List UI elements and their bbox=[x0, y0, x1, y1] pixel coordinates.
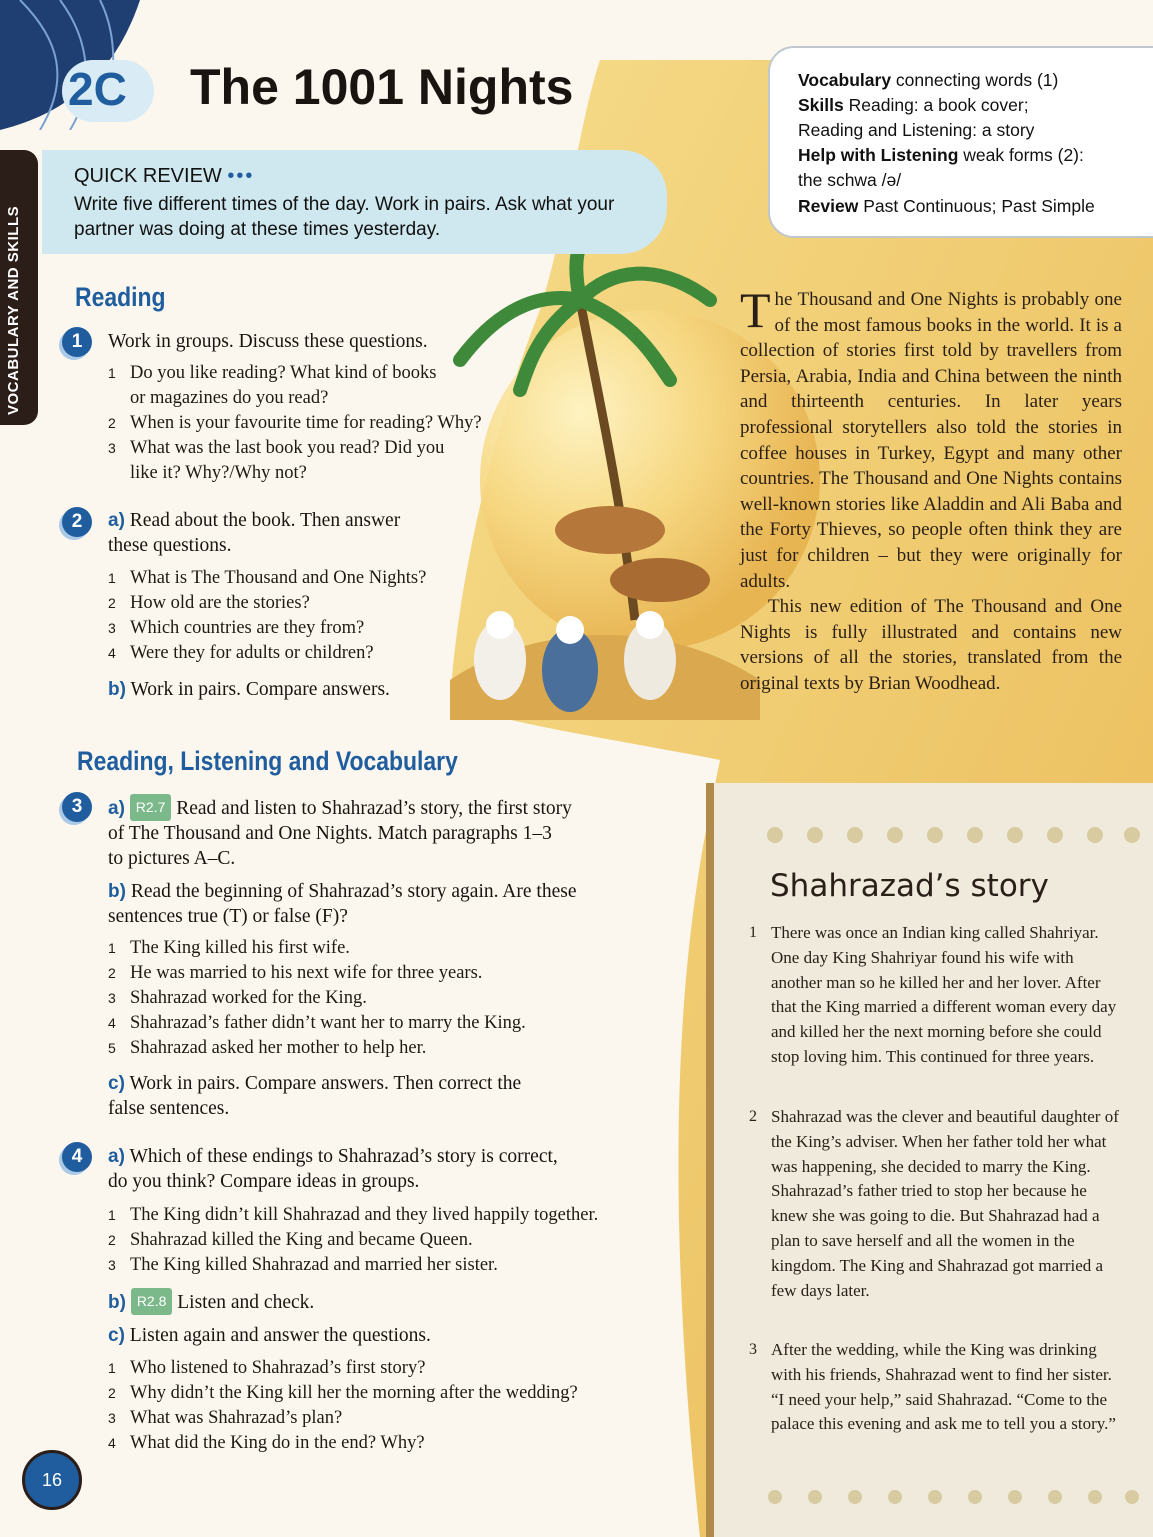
list-item: 1 Who listened to Shahrazad’s first story? bbox=[108, 1358, 426, 1378]
list-item: 3 Which countries are they from? bbox=[108, 618, 365, 638]
list-item: 1 The King didn’t kill Shahrazad and they lived happily together. bbox=[108, 1205, 599, 1225]
side-tab-label: VOCABULARY AND SKILLS bbox=[5, 205, 22, 415]
exercise-2-number: 2 bbox=[62, 507, 92, 537]
info-help: Help with Listening weak forms (2): bbox=[798, 145, 1084, 165]
list-item: 1 The King killed his first wife. bbox=[108, 938, 350, 958]
list-item: 4 Shahrazad’s father didn’t want her to marry the King. bbox=[108, 1013, 526, 1033]
list-item: 4 What did the King do in the end? Why? bbox=[108, 1433, 425, 1453]
info-review: Review Past Continuous; Past Simple bbox=[798, 196, 1095, 216]
quick-review-title: QUICK REVIEW bbox=[74, 165, 222, 187]
list-item: 2 How old are the stories? bbox=[108, 593, 310, 613]
story-paragraph-3: 3 After the wedding, while the King was drinking with his friends, Shahrazad went to find her sister. “I need your help,” said Shahrazad. “Come to the palace this evening and ask me to tell you a story.” bbox=[749, 1340, 1116, 1434]
list-item: 2 When is your favourite time for reading? Why? bbox=[108, 413, 482, 433]
exercise-4b: b) R2.8 Listen and check. bbox=[108, 1288, 314, 1315]
exercise-2b: b) Work in pairs. Compare answers. bbox=[108, 679, 390, 700]
list-item: 3 Shahrazad worked for the King. bbox=[108, 988, 367, 1008]
difficulty-dots: ••• bbox=[227, 165, 255, 187]
exercise-1-list bbox=[108, 361, 482, 486]
list-item: 1 What is The Thousand and One Nights? bbox=[108, 568, 427, 588]
exercise-3c: c) Work in pairs. Compare answers. Then correct the false sentences. bbox=[108, 1073, 522, 1119]
exercise-3a: a) R2.7 Read and listen to Shahrazad’s story, the first story of The Thousand and One Nights. Match paragraphs 1–3 to pictures A–C. bbox=[108, 794, 572, 871]
story-paragraph-1: 1 There was once an Indian king called Shahriyar. One day King Shahriyar found his wife with another man so he killed her and her lover. After that the King married a different woman every day and killed her the next morning before she could stop loving him. This continued for three years. bbox=[749, 923, 1117, 1066]
passage-paragraph-1: The Thousand and One Nights is probably one of the most famous books in the world. It is a collection of stories first told by travellers from Persia, Arabia, India and China between the ninth and thirteenth centuries. In later years professional storytellers also told the stories in coffee houses in Turkey, Egypt and many other countries. The Thousand and One Nights contains well-known stories like Aladdin and Ali Baba and the Forty Thieves, so people often think they are just for children – but they were originally for adults. bbox=[740, 282, 1122, 592]
rlv-heading: Reading, Listening and Vocabulary bbox=[77, 746, 458, 776]
quick-review-heading bbox=[74, 165, 254, 188]
list-item: 2 Shahrazad killed the King and became Queen. bbox=[108, 1230, 473, 1250]
list-item: 2 Why didn’t the King kill her the morning after the wedding? bbox=[108, 1383, 578, 1403]
lesson-info-box bbox=[768, 46, 1153, 238]
list-item: like it? Why?/Why not? bbox=[130, 463, 307, 483]
exercise-1-number: 1 bbox=[62, 327, 92, 357]
exercise-4a: a) Which of these endings to Shahrazad’s story is correct, do you think? Compare ideas in groups. bbox=[108, 1146, 558, 1192]
exercise-4c-list bbox=[108, 1356, 578, 1456]
list-item: 4 Were they for adults or children? bbox=[108, 643, 374, 663]
list-item: 3 What was Shahrazad’s plan? bbox=[108, 1408, 343, 1428]
info-vocabulary: Vocabulary connecting words (1) bbox=[798, 70, 1059, 90]
story-paragraph-2: 2 Shahrazad was the clever and beautiful daughter of the King’s adviser. When her father told her what was happening, she decided to marry the King. Shahrazad’s father tried to stop her because he knew she was going to die. But Shahrazad had a plan to save herself and all the women in the kingdom. The King and Shahrazad got married a few days later. bbox=[749, 1107, 1119, 1300]
exercise-3-number: 3 bbox=[62, 792, 92, 822]
drop-cap: T bbox=[740, 282, 771, 338]
quick-review-text: Write five different times of the day. Work in pairs. Ask what your partner was doing at these times yesterday. bbox=[74, 194, 615, 240]
audio-track-tag: R2.8 bbox=[131, 1288, 173, 1315]
list-item: 5 Shahrazad asked her mother to help her. bbox=[108, 1038, 427, 1058]
list-item: 1 Do you like reading? What kind of books bbox=[108, 363, 437, 383]
exercise-2-list bbox=[108, 566, 426, 666]
list-item: or magazines do you read? bbox=[130, 388, 329, 408]
unit-code: 2C bbox=[68, 63, 127, 115]
page-number: 16 bbox=[22, 1450, 82, 1510]
info-skills-2: Reading and Listening: a story bbox=[798, 120, 1035, 140]
ornament-border-bottom bbox=[760, 1484, 1140, 1510]
list-item: 2 He was married to his next wife for three years. bbox=[108, 963, 483, 983]
exercise-3-list bbox=[108, 936, 526, 1061]
passage-paragraph-2: This new edition of The Thousand and One Nights is fully illustrated and contains new versions of all the stories, translated from the original texts by Brian Woodhead. bbox=[740, 596, 1122, 694]
exercise-4-number: 4 bbox=[62, 1142, 92, 1172]
side-tab bbox=[0, 150, 38, 425]
ornament-border-top bbox=[760, 822, 1140, 848]
list-item: 3 What was the last book you read? Did you bbox=[108, 438, 445, 458]
audio-track-tag: R2.7 bbox=[130, 794, 172, 821]
exercise-3b: b) Read the beginning of Shahrazad’s story again. Are these sentences true (T) or false (F)? bbox=[108, 881, 577, 927]
list-item: 3 The King killed Shahrazad and married her sister. bbox=[108, 1255, 498, 1275]
reading-heading: Reading bbox=[75, 282, 166, 312]
exercise-1-instruction: Work in groups. Discuss these questions. bbox=[108, 331, 428, 352]
exercise-4c: c) Listen again and answer the questions. bbox=[108, 1325, 431, 1346]
info-skills: Skills Reading: a book cover; bbox=[798, 95, 1029, 115]
book-cover-text bbox=[740, 282, 1122, 697]
info-help-2: the schwa /ə/ bbox=[798, 170, 902, 190]
story-title: Shahrazad’s story bbox=[770, 868, 1049, 904]
page-title: The 1001 Nights bbox=[190, 59, 574, 115]
exercise-4-list bbox=[108, 1203, 598, 1278]
exercise-2a: a) Read about the book. Then answer these questions. bbox=[108, 510, 401, 556]
